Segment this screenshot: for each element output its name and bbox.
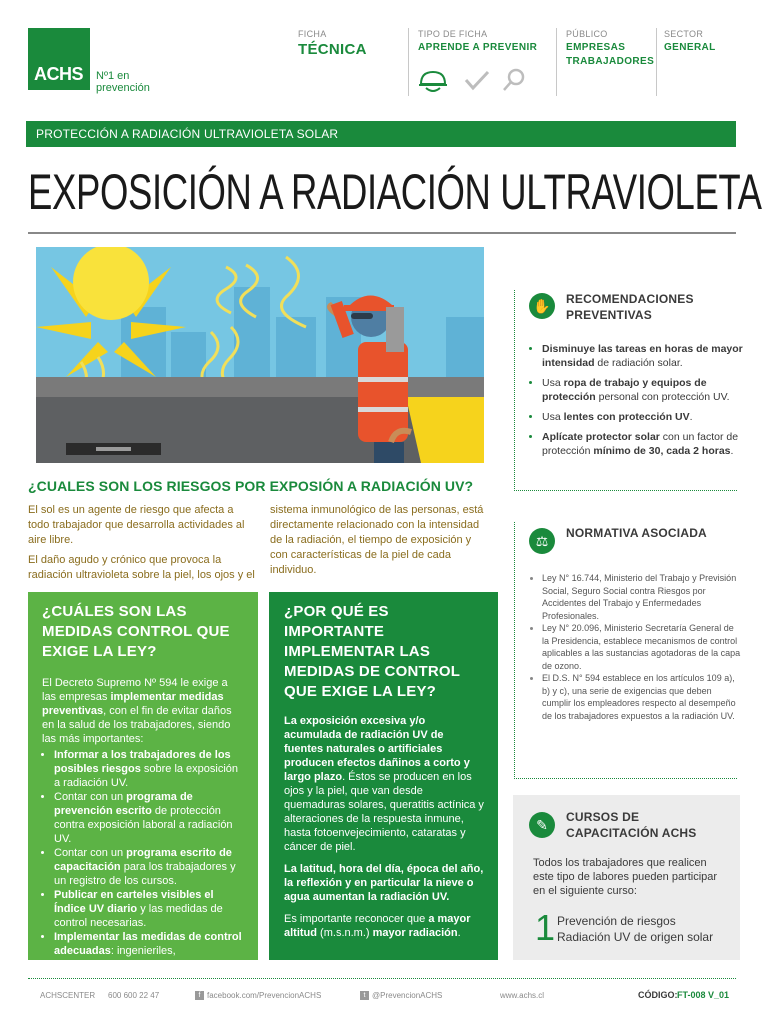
importance-paragraph: Es importante reconocer que a mayor altitud (m.s.n.m.) mayor radiación. [284,913,471,939]
tipo-value: APRENDE A PREVENIR [418,42,538,53]
header-divider [408,28,409,96]
recommendations-list [530,342,750,464]
list-item: • Disminuye las tareas en horas de mayor intensidad de radiación solar. [542,342,750,370]
publico-label: PÚBLICO [566,29,608,39]
hand-icon: ✋ [529,293,555,319]
topic-bar-text: PROTECCIÓN A RADIACIÓN ULTRAVIOLETA SOLAR [36,127,339,141]
publico-value-2: TRABAJADORES [566,56,655,67]
achs-logo [28,28,90,90]
sector-label: SECTOR [664,29,704,39]
regulations-heading: NORMATIVA ASOCIADA [566,526,707,540]
list-item: • Ley N° 20.096, Ministerio Secretaría General de la Presidencia, establece mecanismos de control aplicables a las sustancias agotadoras de la capa de ozono. [542,622,742,672]
code-label: CÓDIGO: [638,990,678,1000]
courses-text: Todos los trabajadores que realicen este tipo de labores pueden participar en el siguiente curso: [533,857,718,897]
list-item: • Contar con un programa escrito de capacitación para los trabajadores y un registro de los cursos. [54,846,244,888]
list-item: • Aplícate protector solar con un factor de protección mínimo de 30, cada 2 horas. [542,430,750,458]
footer-phone[interactable]: 600 600 22 47 [108,991,160,1000]
risks-paragraph: sistema inmunológico de las personas, está directamente relacionado con la intensidad de la radiación, el tiempo de exposición y con características de la piel de cada individuo. [270,504,484,576]
regulations-list [530,572,742,722]
sector-value: GENERAL [664,42,716,53]
certificate-icon: ✎ [529,812,555,838]
footer-web[interactable]: www.achs.cl [500,991,545,1000]
page-title: EXPOSICIÓN A RADIACIÓN ULTRAVIOLETA [28,164,762,220]
tipo-label: TIPO DE FICHA [418,29,488,39]
legal-measures-list [42,748,244,986]
footer-twitter[interactable]: @PrevencionACHS [372,991,443,1000]
footer-center: ACHSCENTER [40,991,96,1000]
footer-facebook[interactable]: facebook.com/PrevencionACHS [207,991,322,1000]
list-item: • Contar con un programa de prevención escrito de protección contra exposición laboral a radiación UV. [54,790,244,846]
helmet-icon [419,72,447,91]
legal-measures-intro: El Decreto Supremo Nº 594 le exige a las empresas implementar medidas preventivas, con el fin de evitar daños en la salud de los trabajadores, siendo las más importantes: [42,677,232,745]
code-value: FT-008 V_01 [677,990,730,1000]
magnifier-icon [504,70,523,90]
importance-paragraph: La exposición excesiva y/o acumulada de radiación UV de fuentes naturales o artificiales producen efectos dañinos a corto y largo plazo. Éstos se producen en los ojos y la piel, que van desde quemaduras solares, queratitis actínica y alteraciones de la respuesta inmune, hasta fotoenvejecimiento, cataratas y cáncer de piel. [284,715,484,853]
list-item: • Usa ropa de trabajo y equipos de protección personal con protección UV. [542,376,750,404]
ficha-type-icons [418,66,538,94]
risks-heading: ¿CUALES SON LOS RIESGOS POR EXPOSIÓN A RADIACIÓN UV? [28,478,474,494]
legal-measures-heading: ¿CUÁLES SON LAS MEDIDAS CONTROL QUE EXIGE LA LEY? [42,603,230,660]
worker-sun-illustration [36,247,484,463]
risks-paragraph: El sol es un agente de riesgo que afecta a todo trabajador que desarrolla actividades al aire libre. [28,504,245,546]
ficha-label: FICHA [298,29,327,39]
importance-paragraph: La latitud, hora del día, época del año, la reflexión y en particular la nieve o agua aumentan la radiación UV. [284,863,484,903]
twitter-icon: t [360,991,369,1000]
list-item: • Ley N° 16.744, Ministerio del Trabajo y Previsión Social, Seguro Social contra Riesgos por Accidentes del Trabajo y Enfermedades Profesionales. [542,572,742,622]
importance-heading: ¿POR QUÉ ES IMPORTANTE IMPLEMENTAR LAS MEDIDAS DE CONTROL QUE EXIGE LA LEY? [284,603,460,700]
importance-box [269,592,498,960]
courses-heading: CURSOS DE CAPACITACIÓN ACHS [566,810,697,840]
scales-icon: ⚖ [529,528,555,554]
list-item: • El D.S. N° 594 establece en los artículos 109 a), b) y c), una serie de exigencias que deben cumplir los empleadores respecto al desempeño de los trabajadores expuestos a la radiación UV. [542,672,742,722]
check-icon [466,72,488,88]
list-item: • Informar a los trabajadores de los posibles riesgos sobre la exposición a radiación UV. [54,748,244,790]
facebook-icon: f [195,991,204,1000]
course-number: 1 [535,907,556,948]
header-divider [556,28,557,96]
course-name[interactable]: Prevención de riesgos Radiación UV de origen solar [557,914,714,944]
list-item: • Implementar las medidas de control adecuadas: ingenieriles, administrativas y de protección personal. [54,930,244,986]
logo-tagline: Nº1 en prevención [96,70,150,94]
publico-value-1: EMPRESAS [566,42,626,53]
ficha-value: TÉCNICA [298,41,367,58]
header-divider [656,28,657,96]
risks-paragraph: El daño agudo y crónico que provoca la radiación ultravioleta sobre la piel, los ojos y el [28,554,255,581]
list-item: • Publicar en carteles visibles el Índice UV diario y las medidas de control necesarias. [54,888,244,930]
topic-bar [26,121,736,147]
legal-measures-box [28,592,258,985]
footer-divider [28,978,736,979]
title-divider [28,232,736,234]
recommendations-heading: RECOMENDACIONES PREVENTIVAS [566,292,694,322]
logo-text: ACHS [34,64,84,84]
list-item: • Usa lentes con protección UV. [542,410,750,424]
